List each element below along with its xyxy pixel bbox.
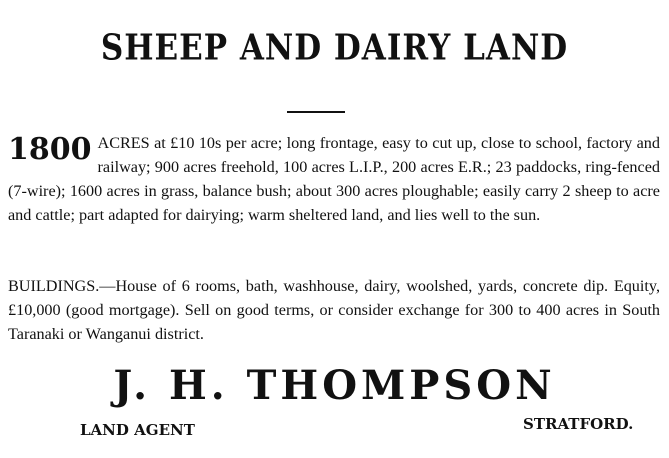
agent-location: STRATFORD. bbox=[523, 415, 634, 433]
acreage-number: 1800 bbox=[8, 132, 92, 167]
ad-headline: SHEEP AND DAIRY LAND bbox=[100, 27, 569, 69]
agent-title: LAND AGENT bbox=[80, 421, 195, 439]
buildings-paragraph: BUILDINGS.—House of 6 rooms, bath, washhouse, dairy, woolshed, yards, concrete dip. Equity, £10,000 (good mortgage). Sell on good terms, or consider exchange for 300 to 400 acres in South Taranaki or Wanganui district. bbox=[8, 277, 660, 343]
headline-divider bbox=[287, 111, 345, 113]
property-description bbox=[8, 131, 660, 227]
description-text: ACRES at £10 10s per acre; long frontage, easy to cut up, close to school, factory and railway; 900 acres freehold, 100 acres L.I.P., 200 acres E.R.; 23 paddocks, ring-fenced (7-wire); 1600 acres in grass, balance bush; about 300 acres ploughable; easily carry 2 sheep to acre and cattle; part adapted for dairying; warm sheltered land, and lies well to the sun. bbox=[8, 134, 660, 224]
agent-name: J. H. THOMPSON bbox=[113, 362, 556, 409]
